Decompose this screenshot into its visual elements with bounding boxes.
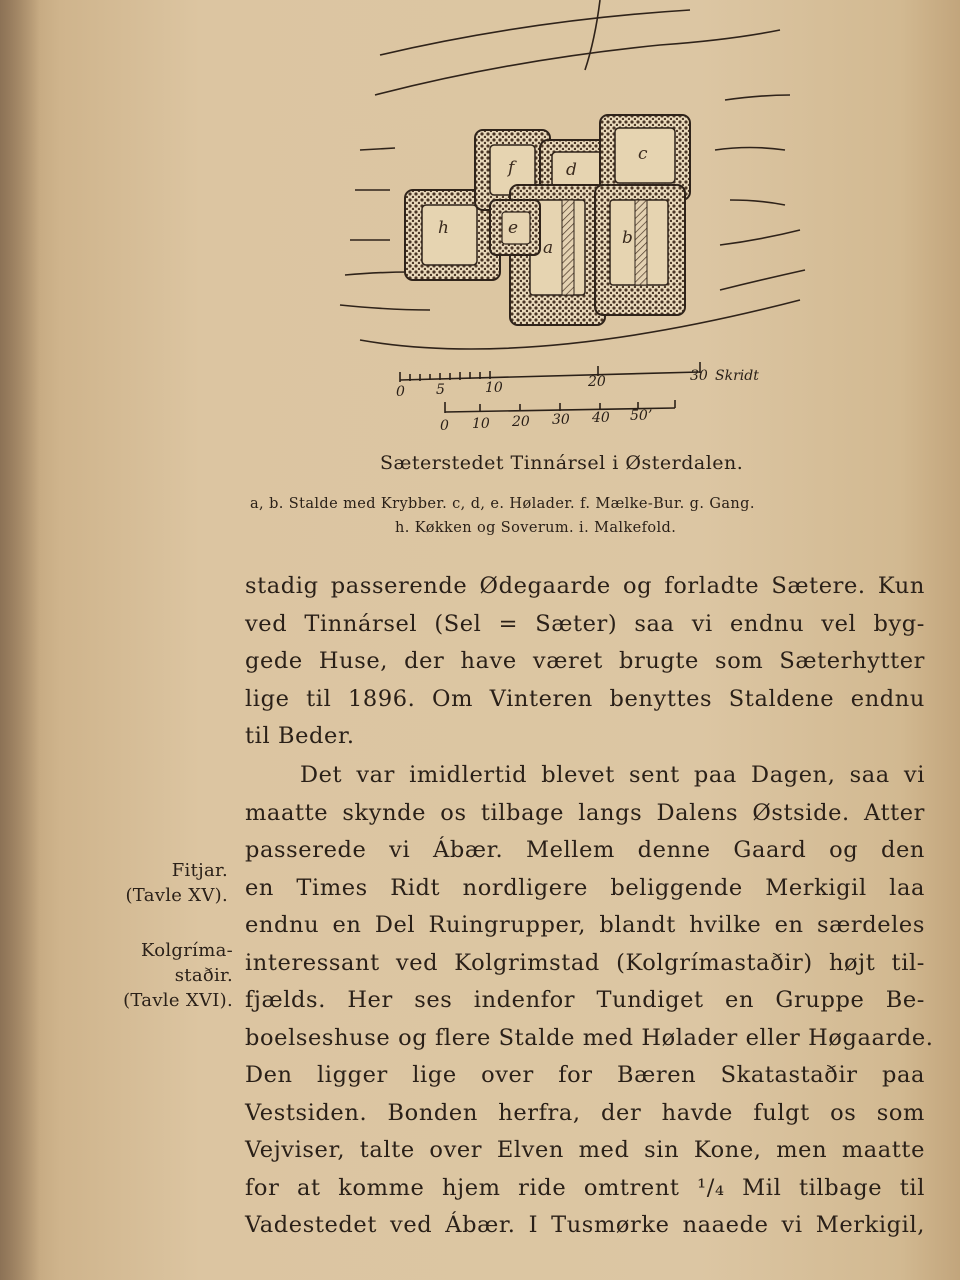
figure-caption: Sæterstedet Tinnársel i Østerdalen. (380, 452, 744, 474)
plan-label-a: a (543, 238, 554, 258)
scale-top-tick-0: 0 (396, 384, 405, 400)
scale-bottom-tick-20: 20 (512, 414, 530, 430)
margin-note-kolgrimastadir (95, 938, 233, 1013)
scale-bottom-tick-0: 0 (440, 418, 449, 434)
text-line: boelseshuse og flere Stalde med Hølader eller Høgaarde. (245, 1024, 934, 1051)
scale-top-tick-5: 5 (436, 382, 445, 398)
margin-note-line: Kolgríma- (140, 940, 233, 961)
scale-top-tick-20: 20 (588, 374, 606, 390)
text-line: til Beder. (245, 723, 355, 749)
text-line: passerede vi Ábær. Mellem denne Gaard og den (245, 837, 925, 863)
text-line: Det var imidlertid blevet sent paa Dagen, saa vi (300, 762, 925, 788)
figure-legend-line-1: a, b. Stalde med Krybber. c, d, e. Hølader. f. Mælke-Bur. g. Gang. (250, 496, 755, 512)
text-line: stadig passerende Ødegaarde og forladte Sætere. Kun (245, 573, 925, 599)
text-line: Vejviser, talte over Elven med sin Kone, men maatte (245, 1137, 925, 1163)
text-line: ved Tinnársel (Sel = Sæter) saa vi endnu vel byg- (245, 610, 925, 637)
text-line: gede Huse, der have været brugte som Sæterhytter (245, 648, 925, 674)
margin-note-fitjar (100, 858, 228, 908)
margin-note-line: Fitjar. (171, 860, 228, 881)
text-line: endnu en Del Ruingrupper, blandt hvilke en særdeles (245, 912, 925, 938)
scale-bottom-tick-10: 10 (472, 416, 490, 432)
margin-note-line: staðir. (174, 965, 233, 986)
plan-label-e: e (508, 218, 519, 238)
scale-bottom-tick-50: 50’ (630, 408, 653, 424)
text-line: Vadestedet ved Ábær. I Tusmørke naaede vi Merkigil, (245, 1212, 925, 1238)
plan-label-c: c (638, 144, 648, 164)
page-gutter-shadow (0, 0, 40, 1280)
plan-label-f: f (508, 158, 515, 178)
body-paragraph-2 (245, 757, 934, 1245)
text-line: maatte skynde os tilbage langs Dalens Østside. Atter (245, 799, 925, 826)
text-line: lige til 1896. Om Vinteren benyttes Staldene endnu (245, 685, 925, 712)
text-line: Den ligger lige over for Bæren Skatastaðir paa (245, 1062, 925, 1088)
margin-note-line: (Tavle XVI). (123, 990, 233, 1011)
figure-legend-line-2: h. Køkken og Soverum. i. Malkefold. (395, 520, 677, 536)
margin-note-line: (Tavle XV). (125, 885, 228, 906)
scale-top-tick-10: 10 (485, 380, 503, 396)
plan-label-b: b (622, 228, 633, 248)
text-line: for at komme hjem ride omtrent ¹/₄ Mil tilbage til (245, 1174, 925, 1201)
text-line: Vestsiden. Bonden herfra, der havde fulgt os som (245, 1099, 925, 1126)
scale-bottom-tick-30: 30 (552, 412, 570, 428)
scale-bars (330, 350, 830, 420)
scale-top-tick-30: 30 (690, 368, 708, 384)
text-line: interessant ved Kolgrimstad (Kolgrímastaðir) højt til- (245, 949, 925, 976)
plan-label-h: h (438, 218, 449, 238)
text-line: en Times Ridt nordligere beliggende Merkigil laa (245, 874, 925, 901)
plan-label-d: d (566, 160, 577, 180)
body-paragraph-1 (245, 568, 925, 756)
text-line: fjælds. Her ses indenfor Tundiget en Gruppe Be- (245, 987, 925, 1013)
scale-bottom-tick-40: 40 (592, 410, 610, 426)
floor-plan-figure (330, 0, 830, 440)
scale-unit-label: Skridt (715, 368, 759, 384)
